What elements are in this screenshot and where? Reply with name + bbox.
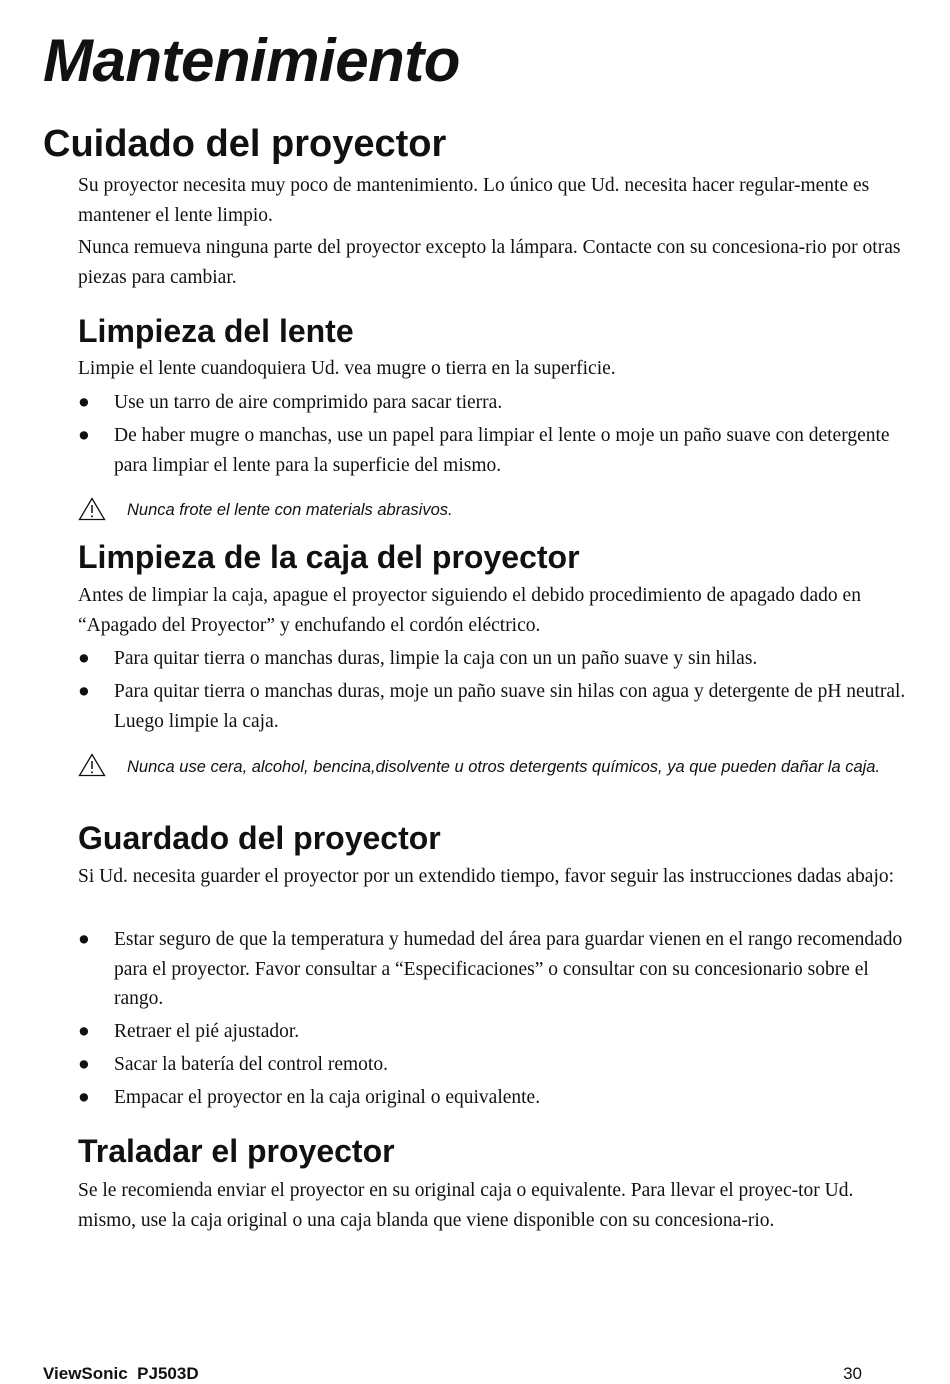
bullet-dot-icon: ● xyxy=(78,648,90,669)
list-item: ● Para quitar tierra o manchas duras, moje un paño suave sin hilas con agua y detergente de pH neutral. Luego limpie la caja. xyxy=(78,677,908,736)
care-paragraph-1: Su proyector necesita muy poco de mantenimiento. Lo único que Ud. necesita hacer regular-mente es mantener el lente limpio. xyxy=(78,175,870,226)
transport-intro: Se le recomienda enviar el proyector en su original caja o equivalente. Para llevar el proyec-tor Ud. mismo, use la caja original o una caja blanda que viene disponible con su concesiona-rio. xyxy=(78,1180,854,1231)
section-heading-care: Cuidado del proyector xyxy=(43,123,447,165)
lens-intro: Limpie el lente cuandoquiera Ud. vea mugre o tierra en la superficie. xyxy=(78,358,616,379)
bullet-dot-icon: ● xyxy=(78,681,90,702)
warning-triangle-icon xyxy=(78,497,106,521)
bullet-dot-icon: ● xyxy=(78,392,90,413)
page-number: 30 xyxy=(843,1364,862,1383)
bullet-dot-icon: ● xyxy=(78,1054,90,1075)
storage-intro: Si Ud. necesita guarder el proyector por un extendido tiempo, favor seguir las instrucciones dadas abajo: xyxy=(78,866,895,887)
list-item: ● Estar seguro de que la temperatura y humedad del área para guardar vienen en el rango recomendado para el proyector. Favor consultar a “Especificaciones” o consultar con su concesionario sobre el rango. xyxy=(78,925,908,1014)
warning-note-lens: Nunca frote el lente con materials abrasivos. xyxy=(78,497,908,519)
warning-note-case: Nunca use cera, alcohol, bencina,disolvente u otros detergents químicos, ya que pueden dañar la caja. xyxy=(78,753,908,776)
bullet-dot-icon: ● xyxy=(78,1087,90,1108)
list-item: ● Sacar la batería del control remoto. xyxy=(78,1050,908,1080)
list-item: ● Empacar el proyector en la caja original o equivalente. xyxy=(78,1083,908,1113)
list-item: ● Use un tarro de aire comprimido para sacar tierra. xyxy=(78,388,908,418)
subheading-storage: Guardado del proyector xyxy=(78,820,441,856)
warning-triangle-icon xyxy=(78,753,106,777)
subheading-lens-cleaning: Limpieza del lente xyxy=(78,313,354,349)
bullet-dot-icon: ● xyxy=(78,425,90,446)
care-paragraph-2: Nunca remueva ninguna parte del proyector excepto la lámpara. Contacte con su concesiona-rio por otras piezas para cambiar. xyxy=(78,237,901,288)
list-item: ● Retraer el pié ajustador. xyxy=(78,1017,908,1047)
page-title: Mantenimiento xyxy=(43,27,460,94)
footer-brand: ViewSonic PJ503D xyxy=(43,1364,199,1383)
bullet-dot-icon: ● xyxy=(78,1021,90,1042)
list-item: ● De haber mugre o manchas, use un papel para limpiar el lente o moje un paño suave con detergente para limpiar el lente para la superficie del mismo. xyxy=(78,421,908,480)
list-item: ● Para quitar tierra o manchas duras, limpie la caja con un un paño suave y sin hilas. xyxy=(78,644,908,674)
subheading-case-cleaning: Limpieza de la caja del proyector xyxy=(78,539,580,575)
subheading-transport: Traladar el proyector xyxy=(78,1133,395,1169)
bullet-dot-icon: ● xyxy=(78,929,90,950)
case-intro: Antes de limpiar la caja, apague el proyector siguiendo el debido procedimiento de apagado dado en “Apagado del Proyector” y enchufando el cordón eléctrico. xyxy=(78,585,861,636)
